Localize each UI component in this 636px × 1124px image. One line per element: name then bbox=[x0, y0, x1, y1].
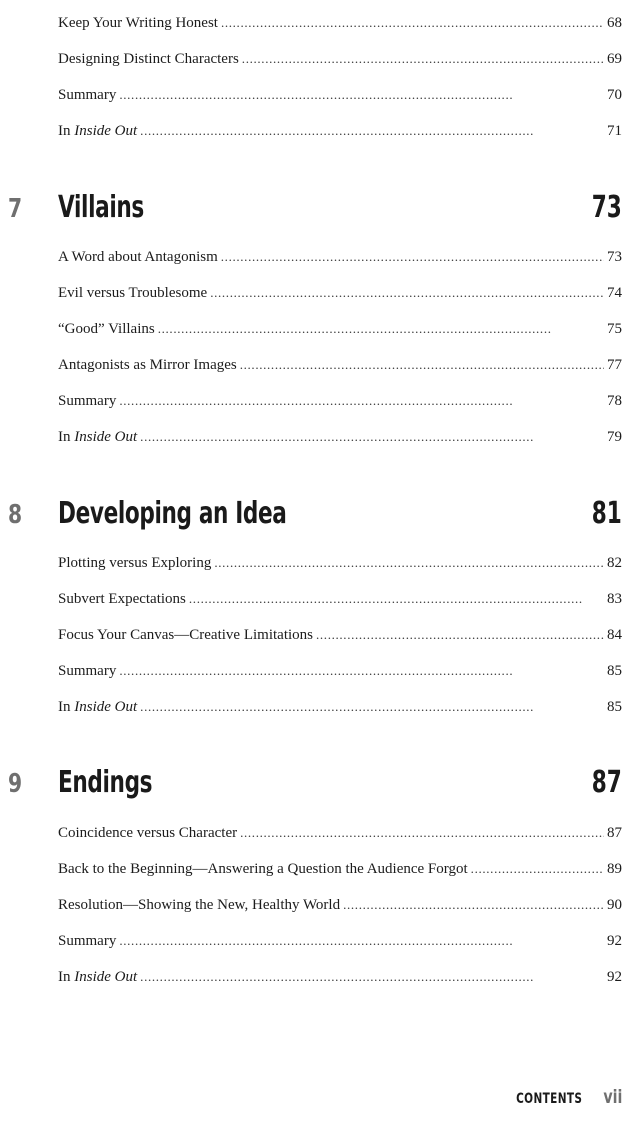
chapter-page: 87 bbox=[591, 765, 622, 800]
chapter-heading[interactable] bbox=[0, 496, 636, 542]
toc-entry-page: 90 bbox=[607, 897, 622, 913]
toc-entry[interactable] bbox=[58, 354, 622, 376]
toc-entry[interactable] bbox=[58, 822, 622, 844]
toc-entry[interactable] bbox=[58, 624, 622, 646]
toc-entry-page: 77 bbox=[607, 357, 622, 373]
toc-entry[interactable] bbox=[58, 696, 622, 718]
chapter-number: 7 bbox=[8, 194, 23, 224]
toc-entry-page: 85 bbox=[607, 699, 622, 715]
toc-entry-title: Resolution—Showing the New, Healthy World bbox=[58, 897, 341, 913]
dot-leader bbox=[316, 624, 604, 646]
toc-entry-page: 71 bbox=[607, 123, 622, 139]
page-number: vii bbox=[602, 1086, 622, 1108]
toc-entry-title: Summary bbox=[58, 87, 117, 103]
toc-entry-title: Coincidence versus Character bbox=[58, 825, 238, 841]
toc-entry[interactable] bbox=[58, 246, 622, 268]
dot-leader bbox=[221, 246, 604, 268]
dot-leader bbox=[119, 390, 604, 412]
chapter-page: 81 bbox=[591, 496, 622, 531]
toc-entry-title: “Good” Villains bbox=[58, 321, 155, 337]
toc-entry[interactable] bbox=[58, 588, 622, 610]
toc-entry[interactable] bbox=[58, 858, 622, 880]
toc-entry-title: Summary bbox=[58, 933, 117, 949]
toc-entry-page: 69 bbox=[607, 51, 622, 67]
dot-leader bbox=[242, 48, 604, 70]
chapter-number: 8 bbox=[8, 500, 23, 530]
toc-entry-title-italic: Inside Out bbox=[74, 429, 138, 445]
dot-leader bbox=[240, 354, 604, 376]
toc-entry-page: 73 bbox=[607, 249, 622, 265]
toc-entry[interactable] bbox=[58, 48, 622, 70]
toc-entry[interactable] bbox=[58, 282, 622, 304]
dot-leader bbox=[119, 930, 604, 952]
chapter-page: 73 bbox=[591, 190, 622, 225]
chapter-heading[interactable] bbox=[0, 765, 636, 811]
dot-leader bbox=[214, 552, 604, 574]
dot-leader bbox=[158, 318, 604, 340]
toc-entry-title: Plotting versus Exploring bbox=[58, 555, 212, 571]
dot-leader bbox=[221, 12, 604, 34]
toc-entry-title-italic: Inside Out bbox=[74, 123, 138, 139]
chapter-title: Villains bbox=[58, 190, 144, 225]
toc-entry[interactable] bbox=[58, 390, 622, 412]
dot-leader bbox=[210, 282, 604, 304]
dot-leader bbox=[471, 858, 604, 880]
toc-entry[interactable] bbox=[58, 12, 622, 34]
toc-entry-page: 68 bbox=[607, 15, 622, 31]
toc-entry-title: Keep Your Writing Honest bbox=[58, 15, 218, 31]
toc-entry[interactable] bbox=[58, 318, 622, 340]
toc-entry-title: A Word about Antagonism bbox=[58, 249, 218, 265]
toc-entry-title-prefix: In bbox=[58, 699, 75, 715]
toc-entry-title: Designing Distinct Characters bbox=[58, 51, 239, 67]
chapter-title: Developing an Idea bbox=[58, 496, 287, 531]
toc-entry-page: 79 bbox=[607, 429, 622, 445]
dot-leader bbox=[140, 696, 604, 718]
dot-leader bbox=[140, 426, 604, 448]
toc-entry[interactable] bbox=[58, 930, 622, 952]
toc-entry[interactable] bbox=[58, 894, 622, 916]
running-footer-label: CONTENTS bbox=[516, 1091, 583, 1107]
toc-entry-page: 83 bbox=[607, 591, 622, 607]
toc-entry-title: Summary bbox=[58, 663, 117, 679]
toc-entry-page: 85 bbox=[607, 663, 622, 679]
toc-entry-page: 84 bbox=[607, 627, 622, 643]
toc-entry-title bbox=[58, 966, 137, 988]
dot-leader bbox=[119, 660, 604, 682]
page-footer bbox=[494, 1086, 622, 1110]
toc-entry-title bbox=[58, 426, 137, 448]
toc-entry-title: Antagonists as Mirror Images bbox=[58, 357, 237, 373]
dot-leader bbox=[343, 894, 604, 916]
toc-entry-page: 92 bbox=[607, 969, 622, 985]
toc-entry-title bbox=[58, 120, 137, 142]
toc-entry-page: 74 bbox=[607, 285, 622, 301]
toc-entry[interactable] bbox=[58, 966, 622, 988]
toc-entry-page: 89 bbox=[607, 861, 622, 877]
toc-entry-title: Back to the Beginning—Answering a Question the Audience Forgot bbox=[58, 861, 468, 877]
toc-entry[interactable] bbox=[58, 660, 622, 682]
toc-entry-page: 87 bbox=[607, 825, 622, 841]
toc-entry-title-italic: Inside Out bbox=[74, 969, 138, 985]
toc-entry-title-prefix: In bbox=[58, 123, 75, 139]
toc-entry-page: 82 bbox=[607, 555, 622, 571]
dot-leader bbox=[140, 120, 604, 142]
toc-entry[interactable] bbox=[58, 84, 622, 106]
toc-entry-title: Summary bbox=[58, 393, 117, 409]
toc-entry-title-prefix: In bbox=[58, 429, 75, 445]
chapter-number: 9 bbox=[8, 769, 23, 799]
toc-entry[interactable] bbox=[58, 552, 622, 574]
chapter-title: Endings bbox=[58, 765, 153, 800]
dot-leader bbox=[240, 822, 604, 844]
toc-entry-title: Subvert Expectations bbox=[58, 591, 186, 607]
chapter-heading[interactable] bbox=[0, 190, 636, 236]
toc-entry-page: 75 bbox=[607, 321, 622, 337]
toc-entry-title-prefix: In bbox=[58, 969, 75, 985]
toc-entry-page: 78 bbox=[607, 393, 622, 409]
dot-leader bbox=[140, 966, 604, 988]
toc-entry-title-italic: Inside Out bbox=[74, 699, 138, 715]
toc-entry-page: 70 bbox=[607, 87, 622, 103]
toc-entry-page: 92 bbox=[607, 933, 622, 949]
toc-entry-title bbox=[58, 696, 137, 718]
toc-entry[interactable] bbox=[58, 120, 622, 142]
dot-leader bbox=[119, 84, 604, 106]
toc-entry-title: Focus Your Canvas—Creative Limitations bbox=[58, 627, 313, 643]
dot-leader bbox=[189, 588, 604, 610]
toc-entry-title: Evil versus Troublesome bbox=[58, 285, 208, 301]
toc-entry[interactable] bbox=[58, 426, 622, 448]
